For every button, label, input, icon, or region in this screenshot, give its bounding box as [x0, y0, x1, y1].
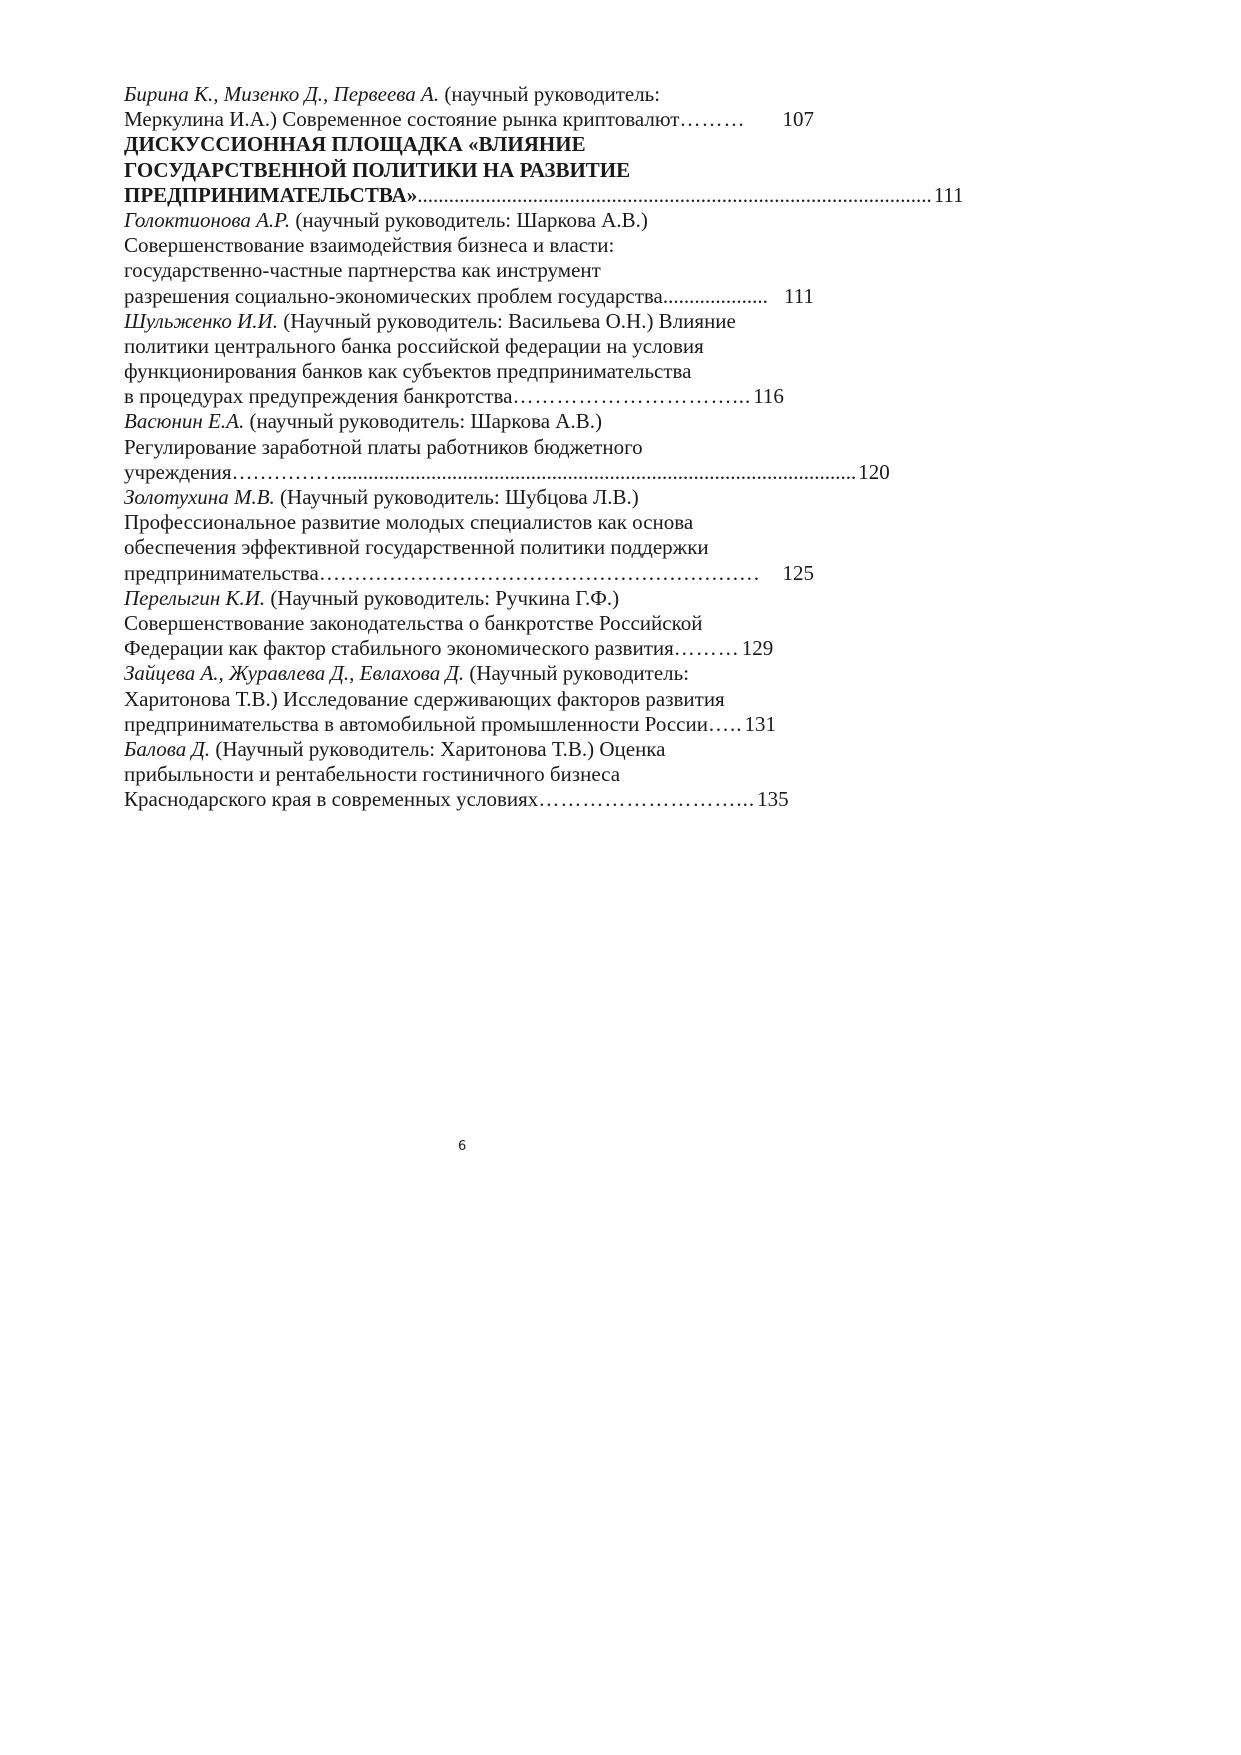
toc-leader: ………: [673, 636, 740, 661]
toc-entry-title: Федерации как фактор стабильного экономического развития: [124, 636, 674, 661]
toc-entry-title: предпринимательства: [124, 560, 319, 585]
toc-entry-supervisor: (Научный руководитель: Шубцова Л.В.): [274, 485, 639, 509]
toc-entry-title-line: политики центрального банка российской федерации на условия: [124, 333, 704, 358]
toc-entry-title-line: Совершенствование законодательства о банкротстве Российской: [124, 610, 703, 635]
toc-entry-title: предпринимательства в автомобильной промышленности России: [124, 711, 708, 736]
toc-entry-title-line: Совершенствование взаимодействия бизнеса и власти:: [124, 233, 615, 258]
toc-entry-authors: Перелыгин К.И.: [124, 585, 266, 610]
toc-entry[interactable]: [124, 82, 814, 132]
toc-entry-authors: Шульженко И.И.: [124, 308, 278, 333]
toc-entry-supervisor: (Научный руководитель: Ручкина Г.Ф.): [265, 585, 620, 610]
toc-page-number: 125: [782, 560, 814, 585]
toc-leader: ....................: [662, 283, 768, 308]
toc-entry[interactable]: [124, 409, 890, 485]
toc-entry-title: Меркулина И.А.) Современное состояние рынка криптовалют: [124, 107, 680, 132]
toc-entry-supervisor: (научный руководитель: Шаркова А.В.): [290, 207, 648, 232]
toc-entry[interactable]: [124, 309, 814, 410]
toc-entry[interactable]: [124, 485, 814, 586]
toc-page-number: 131: [744, 711, 776, 736]
toc-entry-supervisor: (Научный руководитель: Васильева О.Н.) Влияние: [277, 308, 736, 333]
toc-page-number: 111: [933, 182, 964, 207]
toc-entry-title-line: прибыльности и рентабельности гостиничного бизнеса: [124, 762, 621, 787]
toc-entry[interactable]: [124, 208, 814, 309]
toc-page-number: 129: [741, 636, 774, 661]
toc-leader: ..................................................................................................: [417, 182, 932, 207]
toc-page-number: 111: [784, 283, 814, 308]
section-heading-line: ПРЕДПРИНИМАТЕЛЬСТВА»: [124, 182, 418, 207]
toc-page-number: 120: [858, 459, 890, 484]
toc-leader: …………………………...: [512, 384, 752, 409]
table-of-contents: [124, 82, 964, 812]
toc-page-number: 107: [782, 107, 814, 132]
toc-entry-title: учреждения: [124, 459, 232, 484]
toc-entry-title-line: обеспечения эффективной государственной политики поддержки: [124, 535, 709, 560]
toc-entry-authors: Бирина К., Мизенко Д., Первеева А.: [124, 82, 440, 106]
toc-entry-authors: Голоктионова А.Р.: [124, 207, 291, 232]
toc-entry-title: Краснодарского края в современных условиях: [124, 787, 539, 812]
toc-leader: ………: [679, 107, 746, 132]
section-heading-line: ГОСУДАРСТВЕННОЙ ПОЛИТИКИ НА РАЗВИТИЕ: [124, 157, 631, 182]
toc-entry-title-line: Регулирование заработной платы работников бюджетного: [124, 434, 643, 459]
toc-entry-title-line: Профессиональное развитие молодых специалистов как основа: [124, 510, 694, 535]
toc-entry-supervisor: (научный руководитель:: [439, 82, 661, 106]
toc-entry[interactable]: [124, 737, 814, 813]
toc-entry-authors: Балова Д.: [124, 736, 211, 761]
toc-section-heading[interactable]: [124, 132, 964, 208]
toc-entry-authors: Васюнин Е.А.: [124, 409, 245, 434]
toc-leader: …..: [707, 711, 743, 736]
toc-leader: ………………………...: [538, 787, 756, 812]
toc-page-number: 135: [757, 787, 789, 812]
toc-entry[interactable]: [124, 586, 814, 662]
toc-entry-title-line: функционирования банков как субъектов предпринимательства: [124, 359, 692, 384]
toc-entry[interactable]: [124, 661, 814, 737]
toc-leader: ……………...................................................................................................: [231, 459, 857, 484]
toc-entry-title: разрешения социально-экономических проблем государства: [124, 283, 663, 308]
toc-entry-title-line: государственно-частные партнерства как инструмент: [124, 258, 601, 283]
toc-entry-authors: Зайцева А., Журавлева Д., Евлахова Д.: [124, 661, 465, 686]
toc-entry-supervisor: (Научный руководитель: Харитонова Т.В.) Оценка: [210, 736, 666, 761]
toc-entry-authors: Золотухина М.В.: [124, 485, 275, 509]
toc-entry-title-line: Харитонова Т.В.) Исследование сдерживающих факторов развития: [124, 686, 725, 711]
toc-entry-title: в процедурах предупреждения банкротства: [124, 384, 513, 409]
toc-entry-supervisor: (Научный руководитель:: [464, 661, 690, 686]
page-number: 6: [458, 1139, 467, 1154]
toc-page-number: 116: [753, 384, 784, 409]
toc-leader: ………………………………………………………: [318, 560, 760, 585]
toc-entry-supervisor: (научный руководитель: Шаркова А.В.): [244, 409, 602, 434]
section-heading-line: ДИСКУССИОННАЯ ПЛОЩАДКА «ВЛИЯНИЕ: [124, 132, 586, 157]
